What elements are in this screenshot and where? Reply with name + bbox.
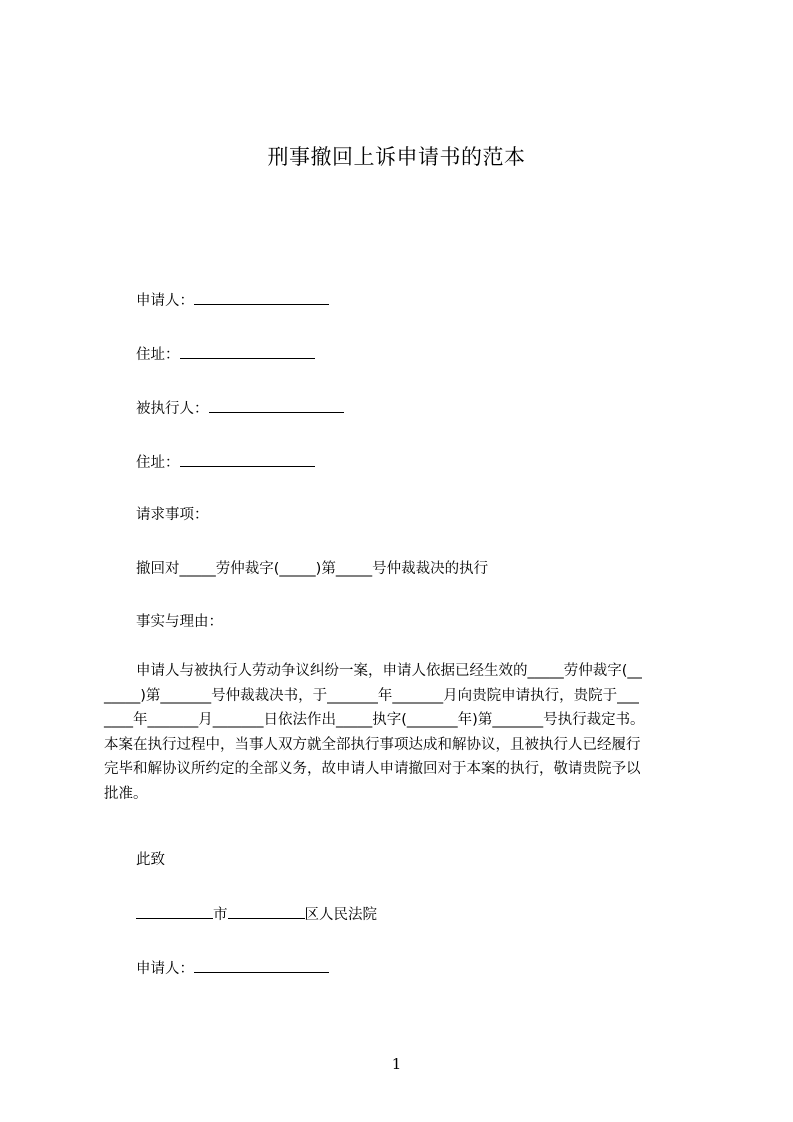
facts-line: 完毕和解协议所约定的全部义务，故申请人申请撤回对于本案的执行，敬请贵院予以 — [104, 761, 641, 777]
court-line — [136, 902, 377, 927]
facts-paragraph — [104, 659, 702, 806]
respondent-address-line — [136, 450, 315, 475]
respondent-blank — [209, 396, 344, 413]
court-city-suffix: 市 — [213, 907, 228, 923]
applicant-label: 申请人： — [136, 293, 194, 309]
salutation: 此致 — [136, 852, 165, 868]
page-title: 刑事撤回上诉申请书的范本 — [267, 145, 526, 169]
signature-label: 申请人： — [136, 961, 194, 977]
applicant-address-line — [136, 342, 315, 367]
page-number: 1 — [391, 1055, 402, 1073]
facts-line: 批准。 — [104, 785, 148, 802]
signature-line — [136, 956, 329, 981]
request-body: 撤回对_____劳仲裁字(_____)第_____号仲裁裁决的执行 — [136, 561, 489, 577]
applicant-blank — [194, 288, 329, 305]
facts-line: _____)第_______号仲裁裁决书，于_______年_______月向贵院申请执行，贵院于___ — [104, 687, 639, 704]
request-heading: 请求事项： — [136, 507, 209, 523]
facts-line: ____年_______月_______日依法作出_____执字(_______年)第_______号执行裁定书。 — [104, 712, 645, 728]
respondent-address-blank — [180, 450, 315, 467]
applicant-address-label: 住址： — [136, 347, 180, 363]
signature-blank — [194, 956, 329, 973]
applicant-line — [136, 288, 329, 313]
court-district-suffix: 区人民法院 — [304, 907, 377, 923]
court-city-blank — [136, 902, 213, 919]
applicant-address-blank — [180, 342, 315, 359]
facts-line: 本案在执行过程中，当事人双方就全部执行事项达成和解协议，且被执行人已经履行 — [104, 736, 641, 753]
facts-heading: 事实与理由： — [136, 614, 223, 630]
respondent-address-label: 住址： — [136, 455, 180, 471]
court-district-blank — [228, 902, 305, 919]
respondent-label: 被执行人： — [136, 401, 209, 417]
respondent-line — [136, 396, 344, 421]
facts-line: 申请人与被执行人劳动争议纠纷一案，申请人依据已经生效的_____劳仲裁字(__ — [136, 663, 642, 679]
